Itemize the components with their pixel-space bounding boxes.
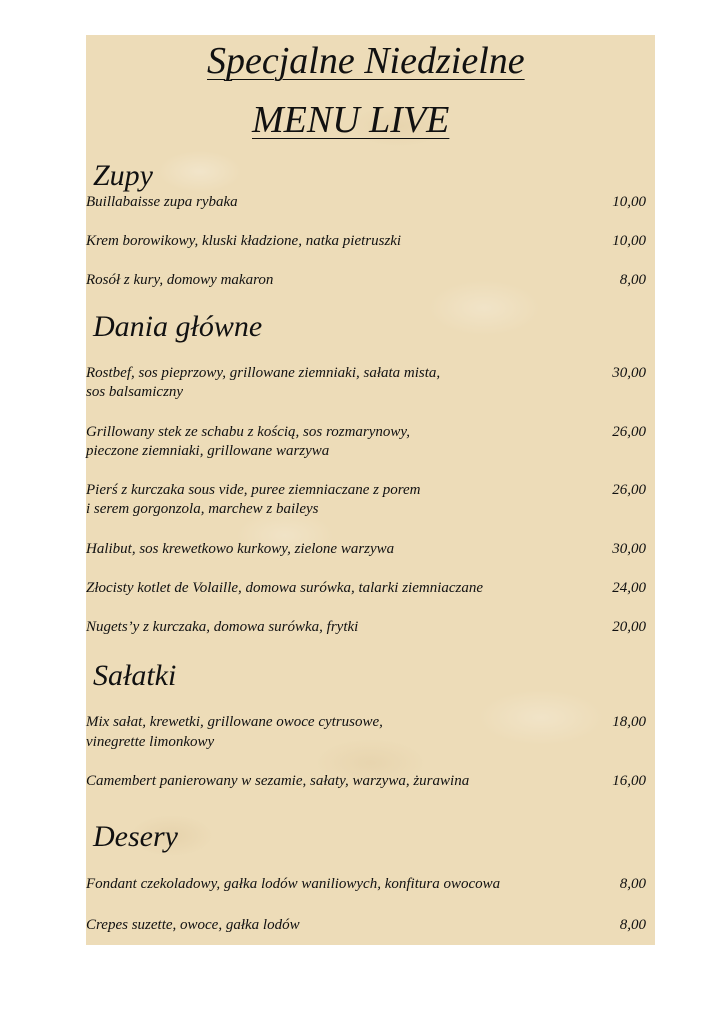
menu-item-name: Rosół z kury, domowy makaron bbox=[86, 272, 274, 288]
menu-item-name-cont: vinegrette limonkowy bbox=[86, 734, 215, 750]
menu-item-name: Nugets’y z kurczaka, domowa surówka, frytki bbox=[86, 619, 359, 635]
menu-item-name: Halibut, sos krewetkowo kurkowy, zielone warzywa bbox=[86, 541, 395, 557]
menu-item-name: Złocisty kotlet de Volaille, domowa surówka, talarki ziemniaczane bbox=[86, 580, 484, 596]
menu-item-price: 24,00 bbox=[612, 580, 646, 596]
menu-item-name: Camembert panierowany w sezamie, sałaty, warzywa, żurawina bbox=[86, 773, 470, 789]
menu-item-price: 16,00 bbox=[612, 773, 646, 789]
menu-item-price: 10,00 bbox=[612, 194, 646, 210]
menu-item-price: 26,00 bbox=[612, 424, 646, 440]
menu-item-name: Rostbef, sos pieprzowy, grillowane ziemniaki, sałata mista, bbox=[86, 365, 441, 381]
menu-item-name: Crepes suzette, owoce, gałka lodów bbox=[86, 917, 300, 933]
menu-item-name: Buillabaisse zupa rybaka bbox=[86, 194, 238, 210]
section-heading-desery: Desery bbox=[93, 820, 178, 853]
section-heading-zupy: Zupy bbox=[93, 159, 153, 192]
section-heading-dania-glowne: Dania główne bbox=[93, 310, 263, 343]
menu-item-price: 18,00 bbox=[612, 714, 646, 730]
menu-item-price: 10,00 bbox=[612, 233, 646, 249]
menu-item-name: Mix sałat, krewetki, grillowane owoce cytrusowe, bbox=[86, 714, 383, 730]
menu-item-name: Grillowany stek ze schabu z kością, sos rozmarynowy, bbox=[86, 424, 411, 440]
menu-item-name-cont: pieczone ziemniaki, grillowane warzywa bbox=[86, 443, 330, 459]
menu-item-price: 8,00 bbox=[619, 876, 646, 892]
menu-item-name: Fondant czekoladowy, gałka lodów waniliowych, konfitura owocowa bbox=[86, 876, 501, 892]
menu-item-name: Krem borowikowy, kluski kładzione, natka pietruszki bbox=[86, 233, 402, 249]
menu-item-price: 8,00 bbox=[619, 272, 646, 288]
menu-item-name: Pierś z kurczaka sous vide, puree ziemniaczane z porem bbox=[86, 482, 421, 498]
menu-item-price: 30,00 bbox=[612, 365, 646, 381]
menu-title-line2: MENU LIVE bbox=[252, 99, 450, 141]
section-heading-salatki: Sałatki bbox=[93, 659, 177, 692]
menu-title-line1: Specjalne Niedzielne bbox=[207, 40, 525, 82]
menu-item-name-cont: i serem gorgonzola, marchew z baileys bbox=[86, 501, 319, 517]
menu-item-price: 8,00 bbox=[619, 917, 646, 933]
menu-item-price: 26,00 bbox=[612, 482, 646, 498]
menu-item-price: 30,00 bbox=[612, 541, 646, 557]
menu-item-name-cont: sos balsamiczny bbox=[86, 384, 184, 400]
menu-item-price: 20,00 bbox=[612, 619, 646, 635]
